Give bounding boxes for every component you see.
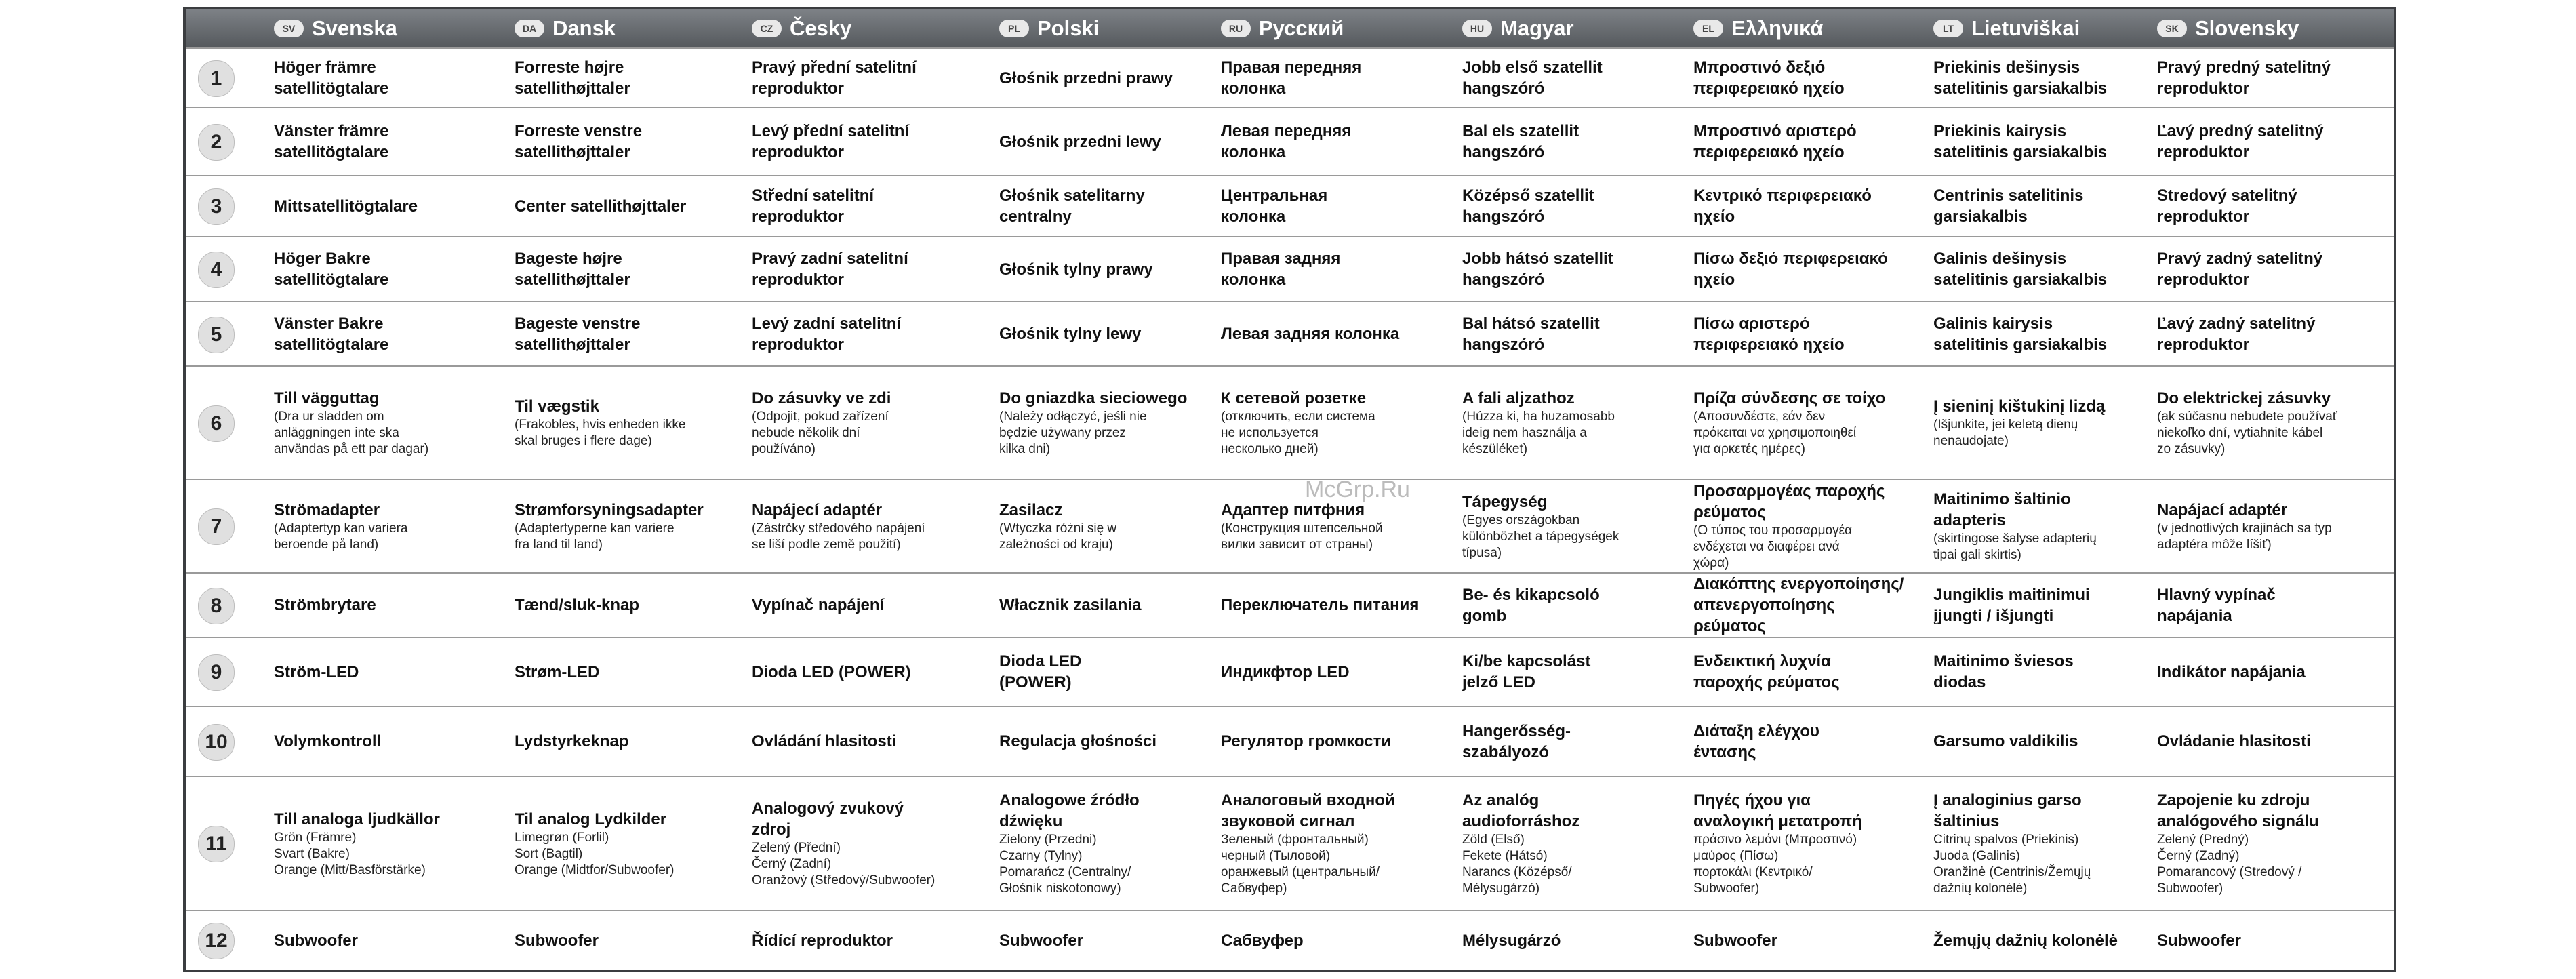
cell-term: Ovládanie hlasitosti	[2157, 732, 2311, 751]
cell-term: Pravý zadný satelitný reproduktor	[2157, 249, 2323, 289]
cell-term: Jungiklis maitinimui įjungti / išjungti	[1933, 585, 2090, 625]
cell-note: πράσινο λεμόνι (Μπροστινό) μαύρος (Πίσω) πορτοκάλι (Κεντρικό/ Subwoofer)	[1693, 833, 1857, 896]
table-cell-sv	[274, 777, 515, 910]
table-cell-el	[1693, 911, 1933, 970]
table-cell-cz	[752, 638, 999, 706]
table-cell-hu	[1462, 302, 1693, 365]
cell-term: Levý zadní satelitní reproduktor	[752, 314, 902, 354]
cell-term: Forreste højre satellithøjttaler	[515, 58, 630, 98]
table-cell-hu	[1462, 176, 1693, 236]
language-header-sk	[2157, 9, 2299, 47]
language-header-el	[1693, 9, 1823, 47]
table-cell-sk	[2157, 480, 2394, 572]
table-cell-el	[1693, 108, 1933, 175]
cell-note: (Ο τύπος του προσαρμογέα ενδέχεται να διαφέρει ανά χώρα)	[1693, 523, 1853, 570]
table-cell-hu	[1462, 707, 1693, 776]
row-number-badge: 12	[198, 923, 235, 959]
language-header-hu	[1462, 9, 1574, 47]
cell-term: Πρίζα σύνδεσης σε τοίχο	[1693, 389, 1886, 407]
cell-term: Pravý přední satelitní reproduktor	[752, 58, 917, 98]
language-code-badge: SV	[274, 20, 304, 37]
table-cell-cz	[752, 108, 999, 175]
cell-term: Subwoofer	[2157, 931, 2241, 950]
language-name: Lietuviškai	[1971, 16, 2080, 40]
cell-term: Höger främre satellitögtalare	[274, 58, 389, 98]
table-cell-hu	[1462, 638, 1693, 706]
table-cell-el	[1693, 302, 1933, 365]
table-row	[186, 572, 2394, 637]
cell-term: Προσαρμογέας παροχής ρεύματος	[1693, 482, 1885, 521]
table-cell-sk	[2157, 777, 2394, 910]
language-header-ru	[1221, 9, 1344, 47]
table-cell-hu	[1462, 777, 1693, 910]
watermark: McGrp.Ru	[1305, 477, 1410, 502]
language-code-badge: DA	[515, 20, 544, 37]
cell-term: Bal els szatellit hangszóró	[1462, 122, 1579, 161]
cell-term: Правая передняя колонка	[1221, 58, 1362, 98]
cell-term: A fali aljzathoz	[1462, 389, 1575, 407]
cell-note: (Odpojit, pokud zařízení nebude několik dní používáno)	[752, 409, 889, 456]
cell-note: Зеленый (фронтальный) черный (Тыловой) оранжевый (центральный/ Сабвуфер)	[1221, 833, 1380, 896]
cell-term: Žemųjų dažnių kolonėlė	[1933, 931, 2118, 950]
table-cell-lt	[1933, 237, 2157, 301]
cell-term: Til analog Lydkilder	[515, 810, 667, 828]
row-number-badge: 8	[198, 588, 235, 624]
table-row	[186, 637, 2394, 706]
table-cell-cz	[752, 49, 999, 107]
cell-term: Zapojenie ku zdroju analógového signálu	[2157, 791, 2319, 831]
cell-term: Priekinis kairysis satelitinis garsiakalbis	[1933, 122, 2108, 161]
table-cell-pl	[999, 108, 1221, 175]
cell-term: Pravý predný satelitný reproduktor	[2157, 58, 2331, 98]
cell-term: Lydstyrkeknap	[515, 732, 629, 751]
table-cell-ru	[1221, 237, 1462, 301]
cell-term: Pravý zadní satelitní reproduktor	[752, 249, 908, 289]
cell-note: (Egyes országokban különbözhet a tápegységek típusa)	[1462, 513, 1619, 560]
cell-term: Адаптер питфния	[1221, 500, 1365, 519]
table-cell-sv	[274, 367, 515, 479]
table-cell-sk	[2157, 108, 2394, 175]
cell-term: Regulacja głośności	[999, 732, 1157, 751]
table-cell-el	[1693, 777, 1933, 910]
table-cell-da	[515, 638, 752, 706]
cell-term: Till analoga ljudkällor	[274, 810, 440, 828]
cell-note: (Zástrčky středového napájení se liší podle země použití)	[752, 521, 925, 552]
cell-term: Center satellithøjttaler	[515, 197, 687, 216]
cell-term: Κεντρικό περιφερειακό ηχείο	[1693, 186, 1872, 226]
language-header-bar	[186, 9, 2394, 47]
cell-term: Ovládání hlasitosti	[752, 732, 897, 751]
cell-term: Bal hátsó szatellit hangszóró	[1462, 314, 1600, 354]
cell-term: Střední satelitní reproduktor	[752, 186, 874, 226]
table-cell-sv	[274, 911, 515, 970]
cell-term: Аналоговый входной звуковой сигнал	[1221, 791, 1395, 831]
table-row	[186, 175, 2394, 236]
table-cell-da	[515, 707, 752, 776]
cell-note: Zelený (Predný) Černý (Zadný) Pomarancový (Stredový / Subwoofer)	[2157, 833, 2302, 896]
row-number-badge: 10	[198, 724, 235, 761]
cell-term: Правая задняя колонка	[1221, 249, 1341, 289]
cell-term: Stredový satelitný reproduktor	[2157, 186, 2297, 226]
table-cell-pl	[999, 707, 1221, 776]
cell-term: Az analóg audioforráshoz	[1462, 791, 1580, 831]
table-cell-cz	[752, 367, 999, 479]
cell-term: Głośnik przedni prawy	[999, 68, 1173, 87]
cell-term: Napájací adaptér	[2157, 500, 2288, 519]
table-cell-da	[515, 367, 752, 479]
table-cell-da	[515, 574, 752, 637]
table-cell-sv	[274, 176, 515, 236]
cell-term: Mittsatellitögtalare	[274, 197, 418, 216]
cell-term: Ενδεικτική λυχνία παροχής ρεύματος	[1693, 652, 1840, 692]
cell-term: Dioda LED (POWER)	[752, 662, 911, 681]
cell-term: Głośnik tylny lewy	[999, 325, 1142, 343]
cell-term: Jobb első szatellit hangszóró	[1462, 58, 1603, 98]
table-cell-lt	[1933, 480, 2157, 572]
cell-term: Indikátor napájania	[2157, 662, 2306, 681]
table-cell-cz	[752, 911, 999, 970]
table-cell-cz	[752, 176, 999, 236]
row-number-badge: 9	[198, 654, 235, 691]
table-cell-cz	[752, 707, 999, 776]
cell-note: (отключить, если система не используется несколько дней)	[1221, 409, 1375, 456]
cell-term: Ki/be kapcsolást jelző LED	[1462, 652, 1591, 692]
table-cell-da	[515, 911, 752, 970]
cell-term: Till vägguttag	[274, 389, 380, 407]
table-row	[186, 236, 2394, 301]
cell-term: Μπροστινό αριστερό περιφερειακό ηχείο	[1693, 122, 1857, 161]
cell-note: (v jednotlivých krajinách sa typ adaptéra môže líšiť)	[2157, 521, 2332, 552]
cell-note: (Dra ur sladden om anläggningen inte ska användas på ett par dagar)	[274, 409, 429, 456]
table-cell-da	[515, 777, 752, 910]
table-cell-lt	[1933, 911, 2157, 970]
cell-term: Переключатель питания	[1221, 596, 1420, 614]
cell-term: Ľavý predný satelitný reproduktor	[2157, 122, 2324, 161]
table-cell-el	[1693, 367, 1933, 479]
table-cell-sv	[274, 237, 515, 301]
table-cell-cz	[752, 302, 999, 365]
cell-note: (Išjunkite, jei keletą dienų nenaudojate)	[1933, 418, 2078, 448]
cell-term: Garsumo valdikilis	[1933, 732, 2078, 751]
table-cell-sv	[274, 108, 515, 175]
cell-term: Μπροστινό δεξιό περιφερειακό ηχείο	[1693, 58, 1845, 98]
row-number-badge: 4	[198, 252, 235, 288]
table-cell-el	[1693, 49, 1933, 107]
cell-term: Subwoofer	[1693, 931, 1777, 950]
cell-term: Strømforsyningsadapter	[515, 500, 704, 519]
language-code-badge: RU	[1221, 20, 1251, 37]
row-number-badge: 1	[198, 60, 235, 97]
table-cell-ru	[1221, 302, 1462, 365]
cell-term: Vänster Bakre satellitögtalare	[274, 314, 389, 354]
row-number-badge: 2	[198, 124, 235, 161]
cell-note: (skirtingose šalyse adapterių tipai gali skirtis)	[1933, 532, 2097, 562]
language-header-pl	[999, 9, 1099, 47]
cell-note: Citrinų spalvos (Priekinis) Juoda (Galinis) Oranžinė (Centrinis/Žemųjų dažnių kolonėlė)	[1933, 833, 2091, 896]
language-code-badge: HU	[1462, 20, 1492, 37]
cell-term: Jobb hátsó szatellit hangszóró	[1462, 249, 1613, 289]
table-row	[186, 910, 2394, 970]
row-number-badge: 7	[198, 508, 235, 545]
cell-term: Tápegység	[1462, 492, 1548, 511]
table-cell-hu	[1462, 911, 1693, 970]
cell-term: Włacznik zasilania	[999, 596, 1142, 614]
table-cell-da	[515, 49, 752, 107]
cell-term: Strömbrytare	[274, 596, 376, 614]
cell-term: Į sieninį kištukinį lizdą	[1933, 397, 2106, 416]
table-cell-sk	[2157, 302, 2394, 365]
cell-note: Zielony (Przedni) Czarny (Tylny) Pomarańcz (Centralny/ Głośnik niskotonowy)	[999, 833, 1131, 896]
cell-term: Hangerősség- szabályozó	[1462, 721, 1571, 761]
language-name: Ελληνικά	[1731, 16, 1824, 40]
language-name: Dansk	[552, 16, 616, 40]
table-cell-pl	[999, 237, 1221, 301]
table-cell-pl	[999, 574, 1221, 637]
cell-term: Регулятор громкости	[1221, 732, 1392, 751]
table-cell-sk	[2157, 176, 2394, 236]
cell-note: (Wtyczka różni się w zależności od kraju)	[999, 521, 1117, 552]
table-cell-da	[515, 108, 752, 175]
table-cell-cz	[752, 480, 999, 572]
table-cell-sk	[2157, 574, 2394, 637]
cell-term: Левая задняя колонка	[1221, 325, 1400, 343]
table-cell-sv	[274, 574, 515, 637]
cell-term: Galinis dešinysis satelitinis garsiakalbis	[1933, 249, 2108, 289]
cell-term: Mélysugárzó	[1462, 931, 1561, 950]
table-cell-ru	[1221, 49, 1462, 107]
table-cell-ru	[1221, 911, 1462, 970]
table-cell-lt	[1933, 574, 2157, 637]
cell-term: Do elektrickej zásuvky	[2157, 389, 2331, 407]
language-header-sv	[274, 9, 397, 47]
table-cell-ru	[1221, 638, 1462, 706]
table-row	[186, 706, 2394, 776]
table-cell-hu	[1462, 480, 1693, 572]
cell-term: Maitinimo šviesos diodas	[1933, 652, 2074, 692]
cell-note: (Αποσυνδέστε, εάν δεν πρόκειται να χρησιμοποιηθεί για αρκετές ημέρες)	[1693, 409, 1857, 456]
cell-term: Vypínač napájení	[752, 596, 885, 614]
cell-term: Ľavý zadný satelitný reproduktor	[2157, 314, 2316, 354]
row-number-badge: 11	[198, 826, 235, 862]
table-cell-ru	[1221, 574, 1462, 637]
table-cell-pl	[999, 176, 1221, 236]
table-cell-hu	[1462, 108, 1693, 175]
language-name: Česky	[790, 16, 852, 40]
cell-term: Subwoofer	[515, 931, 599, 950]
language-name: Polski	[1037, 16, 1100, 40]
language-name: Slovensky	[2195, 16, 2299, 40]
cell-term: Maitinimo šaltinio adapteris	[1933, 490, 2071, 530]
cell-term: Strøm-LED	[515, 662, 600, 681]
cell-term: Głośnik satelitarny centralny	[999, 186, 1145, 226]
table-cell-da	[515, 237, 752, 301]
table-cell-sk	[2157, 237, 2394, 301]
cell-note: (Конструкция штепсельной вилки зависит от страны)	[1221, 521, 1383, 552]
cell-term: Analogový zvukový zdroj	[752, 799, 904, 839]
table-cell-lt	[1933, 108, 2157, 175]
table-cell-lt	[1933, 777, 2157, 910]
table-cell-ru	[1221, 108, 1462, 175]
cell-term: Galinis kairysis satelitinis garsiakalbis	[1933, 314, 2108, 354]
cell-note: (Frakobles, hvis enheden ikke skal bruges i flere dage)	[515, 418, 686, 448]
cell-term: Do gniazdka sieciowego	[999, 389, 1188, 407]
table-cell-el	[1693, 707, 1933, 776]
language-name: Magyar	[1500, 16, 1574, 40]
row-number-badge: 5	[198, 317, 235, 353]
table-cell-lt	[1933, 49, 2157, 107]
cell-term: Сабвуфер	[1221, 931, 1304, 950]
table-cell-hu	[1462, 49, 1693, 107]
cell-note: (Adaptertyperne kan variere fra land til land)	[515, 521, 675, 552]
cell-term: Vänster främre satellitögtalare	[274, 122, 389, 161]
cell-term: Центральная колонка	[1221, 186, 1328, 226]
table-row	[186, 479, 2394, 572]
cell-note: Grön (Främre) Svart (Bakre) Orange (Mitt/Basförstärke)	[274, 830, 426, 877]
cell-term: Πίσω αριστερό περιφερειακό ηχείο	[1693, 314, 1845, 354]
cell-note: Limegrøn (Forlil) Sort (Bagtil) Orange (Midtfor/Subwoofer)	[515, 830, 675, 877]
language-code-badge: EL	[1693, 20, 1723, 37]
table-cell-sv	[274, 302, 515, 365]
table-cell-sk	[2157, 707, 2394, 776]
cell-note: (Adaptertyp kan variera beroende på land)	[274, 521, 408, 552]
row-number-badge: 3	[198, 188, 235, 225]
table-row	[186, 107, 2394, 175]
cell-term: Bageste venstre satellithøjttaler	[515, 314, 641, 354]
cell-term: Πηγές ήχου για αναλογική μετατροπή	[1693, 791, 1862, 831]
cell-term: Πίσω δεξιό περιφερειακό ηχείο	[1693, 249, 1888, 289]
table-cell-da	[515, 302, 752, 365]
table-cell-lt	[1933, 176, 2157, 236]
cell-term: Hlavný vypínač napájania	[2157, 585, 2276, 625]
cell-term: Διακόπτης ενεργοποίησης/ απενεργοποίησης ρεύματος	[1693, 575, 1904, 635]
language-name: Русский	[1259, 16, 1344, 40]
row-number-badge: 6	[198, 405, 235, 442]
table-cell-hu	[1462, 574, 1693, 637]
table-cell-cz	[752, 237, 999, 301]
table-cell-lt	[1933, 367, 2157, 479]
table-cell-cz	[752, 574, 999, 637]
table-row	[186, 776, 2394, 910]
cell-term: Dioda LED (POWER)	[999, 652, 1082, 692]
table-cell-da	[515, 480, 752, 572]
table-cell-sk	[2157, 49, 2394, 107]
table-cell-sv	[274, 707, 515, 776]
table-row	[186, 47, 2394, 107]
cell-note: Zelený (Přední) Černý (Zadní) Oranžový (Středový/Subwoofer)	[752, 841, 935, 887]
table-row	[186, 301, 2394, 365]
cell-term: Középső szatellit hangszóró	[1462, 186, 1594, 226]
table-cell-sv	[274, 49, 515, 107]
table-cell-sk	[2157, 367, 2394, 479]
cell-term: Forreste venstre satellithøjttaler	[515, 122, 643, 161]
table-row	[186, 365, 2394, 479]
table-cell-sv	[274, 480, 515, 572]
language-name: Svenska	[312, 16, 397, 40]
table-cell-pl	[999, 777, 1221, 910]
table-cell-ru	[1221, 367, 1462, 479]
cell-term: Į analoginius garso šaltinius	[1933, 791, 2082, 831]
language-header-lt	[1933, 9, 2080, 47]
cell-term: Głośnik przedni lewy	[999, 132, 1161, 151]
table-cell-pl	[999, 367, 1221, 479]
table-cell-lt	[1933, 638, 2157, 706]
cell-term: Centrinis satelitinis garsiakalbis	[1933, 186, 2084, 226]
table-cell-pl	[999, 480, 1221, 572]
cell-term: Analogowe źródło dźwięku	[999, 791, 1140, 831]
cell-term: Til vægstik	[515, 397, 599, 416]
table-cell-sk	[2157, 911, 2394, 970]
language-code-badge: LT	[1933, 20, 1963, 37]
cell-note: (Należy odłączyć, jeśli nie będzie używany przez kilka dni)	[999, 409, 1147, 456]
table-cell-cz	[752, 777, 999, 910]
cell-term: Napájecí adaptér	[752, 500, 883, 519]
table-cell-el	[1693, 638, 1933, 706]
cell-term: Левая передняя колонка	[1221, 122, 1352, 161]
cell-term: Strömadapter	[274, 500, 380, 519]
cell-term: Volymkontroll	[274, 732, 382, 751]
cell-term: К сетевой розетке	[1221, 389, 1367, 407]
table-cell-hu	[1462, 237, 1693, 301]
cell-term: Tænd/sluk-knap	[515, 596, 640, 614]
language-code-badge: SK	[2157, 20, 2187, 37]
cell-note: (ak súčasnu nebudete používať niekoľko dní, vytiahnite kábel zo zásuvky)	[2157, 409, 2337, 456]
table-cell-lt	[1933, 707, 2157, 776]
table-cell-da	[515, 176, 752, 236]
cell-term: Zasilacz	[999, 500, 1063, 519]
table-cell-el	[1693, 237, 1933, 301]
table-cell-el	[1693, 574, 1933, 637]
table-cell-ru	[1221, 707, 1462, 776]
cell-term: Głośnik tylny prawy	[999, 260, 1153, 279]
cell-term: Subwoofer	[274, 931, 358, 950]
table-cell-hu	[1462, 367, 1693, 479]
language-code-badge: PL	[999, 20, 1029, 37]
cell-term: Индикфтор LED	[1221, 662, 1350, 681]
cell-term: Priekinis dešinysis satelitinis garsiakalbis	[1933, 58, 2108, 98]
cell-term: Bageste højre satellithøjttaler	[515, 249, 630, 289]
cell-term: Höger Bakre satellitögtalare	[274, 249, 389, 289]
table-cell-pl	[999, 911, 1221, 970]
table-cell-pl	[999, 302, 1221, 365]
cell-term: Subwoofer	[999, 931, 1083, 950]
table-cell-sk	[2157, 638, 2394, 706]
cell-term: Do zásuvky ve zdi	[752, 389, 891, 407]
table-cell-sv	[274, 638, 515, 706]
table-cell-ru	[1221, 777, 1462, 910]
cell-term: Levý přední satelitní reproduktor	[752, 122, 910, 161]
table-cell-el	[1693, 480, 1933, 572]
language-header-cz	[752, 9, 851, 47]
cell-note: (Húzza ki, ha huzamosabb ideig nem használja a készüléket)	[1462, 409, 1615, 456]
cell-term: Διάταξη ελέγχου έντασης	[1693, 721, 1819, 761]
table-cell-pl	[999, 49, 1221, 107]
table-cell-pl	[999, 638, 1221, 706]
table-cell-ru	[1221, 176, 1462, 236]
table-cell-el	[1693, 176, 1933, 236]
language-header-da	[515, 9, 616, 47]
language-code-badge: CZ	[752, 20, 782, 37]
cell-term: Ström-LED	[274, 662, 359, 681]
cell-note: Zöld (Első) Fekete (Hátsó) Narancs (Középső/ Mélysugárzó)	[1462, 833, 1572, 896]
cell-term: Řídící reproduktor	[752, 931, 893, 950]
table-cell-lt	[1933, 302, 2157, 365]
cell-term: Be- és kikapcsoló gomb	[1462, 585, 1600, 625]
translation-table	[183, 7, 2396, 972]
